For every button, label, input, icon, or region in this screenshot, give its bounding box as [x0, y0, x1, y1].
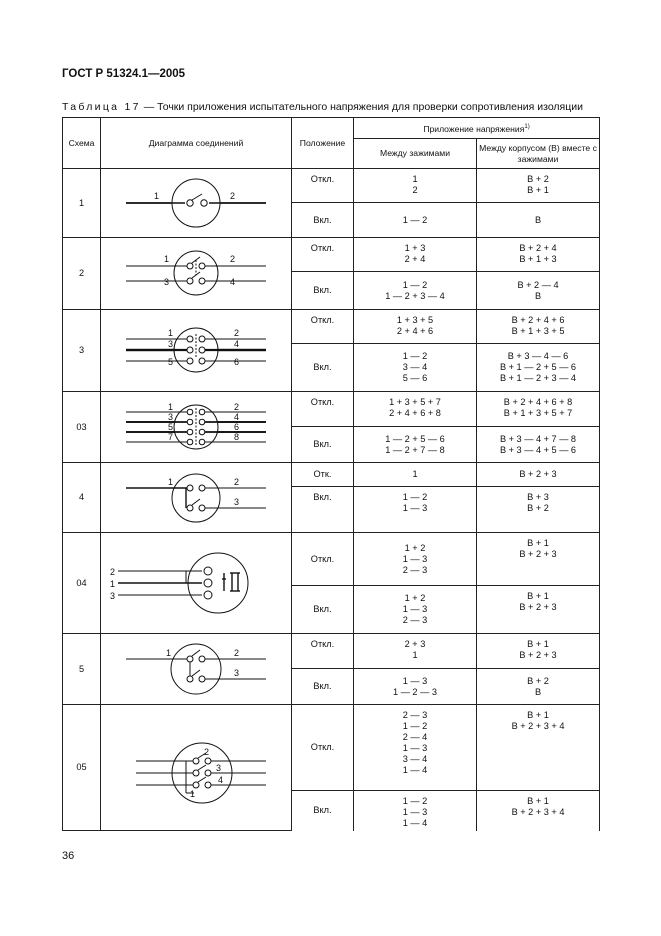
diagram-cell — [101, 169, 292, 238]
terminals-value: 2 + 3 — [404, 639, 426, 649]
position-cell: Откл. — [292, 705, 354, 791]
table-row — [63, 533, 600, 586]
terminals-value: 2 + 4 + 6 — [396, 326, 434, 336]
body-value: B + 1 — 2 + 3 — 4 — [499, 373, 577, 383]
terminals-value: 1 + 2 — [404, 542, 426, 553]
table-row — [63, 169, 600, 203]
terminals-value: 2 — 4 — [402, 732, 428, 742]
position-cell: Откл. — [292, 392, 354, 427]
table-caption-text: — Точки приложения испытательного напряжения для проверки сопротивления изоляции — [140, 101, 583, 113]
column-header-position: Положение — [292, 118, 354, 169]
terminals-value: 2 — 3 — [402, 615, 428, 626]
terminals-value: 1 — 3 — [402, 675, 428, 686]
terminals-value: 1 + 3 + 5 — [396, 315, 434, 325]
body-value: B + 1 — [527, 796, 549, 806]
table-row — [63, 634, 600, 669]
terminals-cell — [354, 487, 477, 533]
diagram-cell — [101, 463, 292, 533]
terminals-cell — [354, 634, 477, 669]
terminal-label-1: 1 — [164, 253, 170, 264]
terminal-label-5: 5 — [168, 356, 174, 367]
terminals-value: 1 — 2 — [402, 721, 428, 731]
body-value: B — [534, 290, 542, 301]
position-cell: Вкл. — [292, 586, 354, 634]
terminals-value: 1 — 2 + 5 — 6 — [385, 433, 445, 444]
terminals-cell — [354, 238, 477, 272]
body-value: B + 1 — [527, 639, 549, 649]
terminal-label-2: 2 — [204, 746, 210, 757]
page-number: 36 — [62, 850, 75, 862]
terminals-value: 2 — 3 — [402, 564, 428, 575]
table-row — [63, 238, 600, 272]
position-cell: Вкл. — [292, 272, 354, 310]
body-value: B + 1 + 3 + 5 + 7 — [503, 408, 573, 418]
body-cell — [477, 238, 600, 272]
body-cell — [477, 427, 600, 463]
terminals-value: 1 + 3 + 5 + 7 — [389, 397, 441, 407]
voltage-group-label: Приложение напряжения — [423, 123, 525, 134]
terminal-label-3: 3 — [216, 762, 222, 773]
body-cell — [477, 586, 600, 634]
body-value: B + 2 + 3 — [519, 602, 557, 613]
position-cell: Вкл. — [292, 203, 354, 238]
terminal-label-2: 2 — [234, 476, 240, 487]
terminal-label-3: 3 — [168, 412, 174, 422]
body-cell — [477, 487, 600, 533]
diagram-cell — [101, 310, 292, 392]
body-value: B — [534, 214, 542, 225]
terminals-cell — [354, 791, 477, 831]
body-cell — [477, 463, 600, 487]
terminals-value: 1 + 2 — [404, 593, 426, 604]
scheme-cell: 5 — [63, 634, 101, 705]
diagram-cell — [101, 533, 292, 634]
terminal-label-8: 8 — [234, 432, 240, 442]
terminals-value: 1 — 2 — [402, 279, 428, 290]
position-cell: Вкл. — [292, 487, 354, 533]
terminals-cell — [354, 533, 477, 586]
body-cell — [477, 169, 600, 203]
terminals-value: 2 — [412, 185, 418, 195]
terminal-label-2: 2 — [234, 402, 240, 412]
position-cell: Откл. — [292, 634, 354, 669]
switch-5-icon — [106, 634, 286, 704]
terminals-value: 1 — 3 — [402, 807, 428, 817]
column-header-between-terminals: Между зажимами — [354, 139, 477, 169]
terminals-cell — [354, 669, 477, 705]
body-cell — [477, 272, 600, 310]
body-value: B + 1 — [527, 710, 549, 720]
body-value: B — [534, 686, 542, 697]
body-cell — [477, 705, 600, 791]
terminals-cell — [354, 169, 477, 203]
switch-1-pole-icon — [106, 170, 286, 236]
terminals-value: 5 — 6 — [402, 373, 428, 383]
terminals-cell — [354, 344, 477, 392]
terminal-label-3: 3 — [164, 276, 170, 287]
table-row — [63, 705, 600, 791]
body-value: B + 1 — [527, 185, 549, 195]
insulation-test-table — [62, 117, 600, 831]
diagram-cell — [101, 238, 292, 310]
terminals-cell — [354, 705, 477, 791]
body-cell — [477, 344, 600, 392]
terminals-value: 1 + 3 — [404, 243, 426, 253]
terminal-label-3: 3 — [168, 338, 174, 349]
body-value: B + 3 — 4 — 6 — [507, 351, 569, 361]
scheme-cell: 04 — [63, 533, 101, 634]
body-value: B + 1 — 2 + 5 — 6 — [499, 362, 577, 372]
scheme-cell: 2 — [63, 238, 101, 310]
terminals-value: 1 — 3 — [402, 743, 428, 753]
terminals-cell — [354, 272, 477, 310]
terminal-label-1: 1 — [154, 191, 160, 201]
body-value: B + 1 + 3 + 5 — [511, 326, 565, 336]
body-value: B + 2 + 3 + 4 — [511, 807, 565, 817]
terminals-value: 2 + 4 — [404, 254, 426, 264]
body-cell — [477, 634, 600, 669]
position-cell: Вкл. — [292, 427, 354, 463]
position-cell: Откл. — [292, 238, 354, 272]
terminal-label-2: 2 — [110, 567, 116, 577]
body-value: B + 2 + 4 + 6 — [511, 315, 565, 325]
body-value: B + 2 + 4 — [519, 243, 557, 253]
terminal-label-5: 5 — [168, 422, 174, 432]
body-value: B + 2 — [527, 675, 549, 686]
body-value: B + 2 + 3 + 4 — [511, 721, 565, 731]
scheme-cell: 03 — [63, 392, 101, 463]
diagram-cell — [101, 392, 292, 463]
terminals-value: 3 — 4 — [402, 754, 428, 764]
body-cell — [477, 310, 600, 344]
terminal-label-1: 1 — [168, 327, 174, 338]
terminals-value: 1 — 2 — 3 — [393, 686, 437, 697]
body-value: B + 1 + 3 — [519, 254, 557, 264]
terminals-value: 1 — 4 — [402, 818, 428, 828]
body-value: B + 3 — [527, 492, 549, 502]
position-cell: Вкл. — [292, 791, 354, 831]
terminals-value: 2 + 4 + 6 + 8 — [389, 408, 441, 418]
terminals-cell — [354, 427, 477, 463]
body-value: B + 2 — [527, 503, 549, 513]
terminals-value: 1 — 3 — [402, 553, 428, 564]
terminals-value: 3 — 4 — [402, 362, 428, 372]
body-value: B + 2 — 4 — [517, 279, 559, 290]
scheme-cell: 3 — [63, 310, 101, 392]
terminal-label-1: 1 — [168, 402, 174, 412]
scheme-cell: 4 — [63, 463, 101, 533]
terminal-label-1: 1 — [110, 579, 116, 589]
table-row — [63, 392, 600, 427]
position-cell: Отк. — [292, 463, 354, 487]
switch-2-pole-icon — [106, 241, 286, 307]
table-row — [63, 463, 600, 487]
column-header-between-body: Между корпусом (В) вместе с зажимами — [477, 139, 600, 169]
terminals-cell — [354, 310, 477, 344]
column-header-diagram: Диаграмма соединений — [101, 118, 292, 169]
terminal-label-1: 1 — [166, 648, 172, 658]
terminals-value: 2 — 3 — [402, 710, 428, 720]
terminals-value: 1 — 4 — [402, 765, 428, 775]
switch-two-way-icon — [106, 465, 286, 531]
body-value: B + 2 + 3 — [519, 650, 557, 660]
terminals-cell — [354, 463, 477, 487]
terminals-value: 1 — [412, 469, 418, 479]
terminals-cell — [354, 203, 477, 238]
terminal-label-4: 4 — [218, 774, 224, 785]
switch-4-pole-icon — [106, 393, 286, 461]
terminal-label-4: 4 — [230, 276, 236, 287]
position-cell: Откл. — [292, 533, 354, 586]
terminal-label-1: 1 — [168, 476, 174, 487]
terminals-value: 1 — 2 — [402, 214, 428, 225]
terminal-label-4: 4 — [234, 412, 240, 422]
body-cell — [477, 791, 600, 831]
voltage-group-footnote: 1) — [524, 123, 530, 130]
terminal-label-6: 6 — [234, 356, 240, 367]
body-cell — [477, 533, 600, 586]
terminals-value: 1 — 2 — [402, 796, 428, 806]
body-cell — [477, 203, 600, 238]
terminal-label-3: 3 — [110, 591, 116, 601]
position-cell: Вкл. — [292, 344, 354, 392]
terminal-label-2: 2 — [230, 191, 236, 201]
terminal-label-4: 4 — [234, 338, 240, 349]
body-value: B + 2 + 4 + 6 + 8 — [503, 397, 573, 407]
column-header-scheme: Схема — [63, 118, 101, 169]
document-header: ГОСТ Р 51324.1—2005 — [62, 68, 186, 80]
body-value: B + 1 — [527, 538, 549, 548]
diagram-cell — [101, 634, 292, 705]
terminals-value: 1 — 2 — [402, 492, 428, 502]
terminals-value: 1 — 2 — [402, 351, 428, 361]
terminals-cell — [354, 392, 477, 427]
diagram-cell — [101, 705, 292, 831]
terminals-value: 1 — 2 + 7 — 8 — [385, 444, 445, 455]
terminals-value: 1 — 2 + 3 — 4 — [385, 290, 445, 301]
body-value: B + 2 + 3 — [519, 469, 557, 479]
terminal-label-7: 7 — [168, 432, 174, 442]
body-value: B + 1 — [527, 591, 549, 602]
table-caption — [62, 101, 583, 113]
body-value: B + 2 + 3 — [519, 549, 557, 559]
terminals-value: 1 — [412, 174, 418, 184]
switch-04-icon — [106, 533, 286, 633]
terminal-label-3: 3 — [234, 668, 240, 678]
body-value: B + 3 — 4 + 5 — 6 — [499, 444, 577, 455]
terminal-label-1: 1 — [190, 788, 196, 799]
position-cell: Откл. — [292, 310, 354, 344]
body-value: B + 3 — 4 + 7 — 8 — [499, 433, 577, 444]
terminal-label-2: 2 — [234, 327, 240, 338]
table-caption-label: Таблица 17 — [62, 101, 141, 113]
scheme-cell: 05 — [63, 705, 101, 831]
switch-3-pole-icon — [106, 315, 286, 387]
terminal-label-3: 3 — [234, 496, 240, 507]
switch-05-icon — [106, 713, 286, 823]
terminal-label-2: 2 — [234, 648, 240, 658]
scheme-cell: 1 — [63, 169, 101, 238]
terminals-cell — [354, 586, 477, 634]
terminals-value: 1 — 3 — [402, 503, 428, 513]
terminals-value: 1 — [412, 650, 418, 660]
table-row — [63, 310, 600, 344]
terminal-label-2: 2 — [230, 253, 236, 264]
body-cell — [477, 669, 600, 705]
column-header-voltage-group — [354, 118, 600, 139]
terminals-value: 1 — 3 — [402, 604, 428, 615]
body-value: B + 2 — [527, 174, 549, 184]
position-cell: Откл. — [292, 169, 354, 203]
body-cell — [477, 392, 600, 427]
terminal-label-6: 6 — [234, 422, 240, 432]
position-cell: Вкл. — [292, 669, 354, 705]
